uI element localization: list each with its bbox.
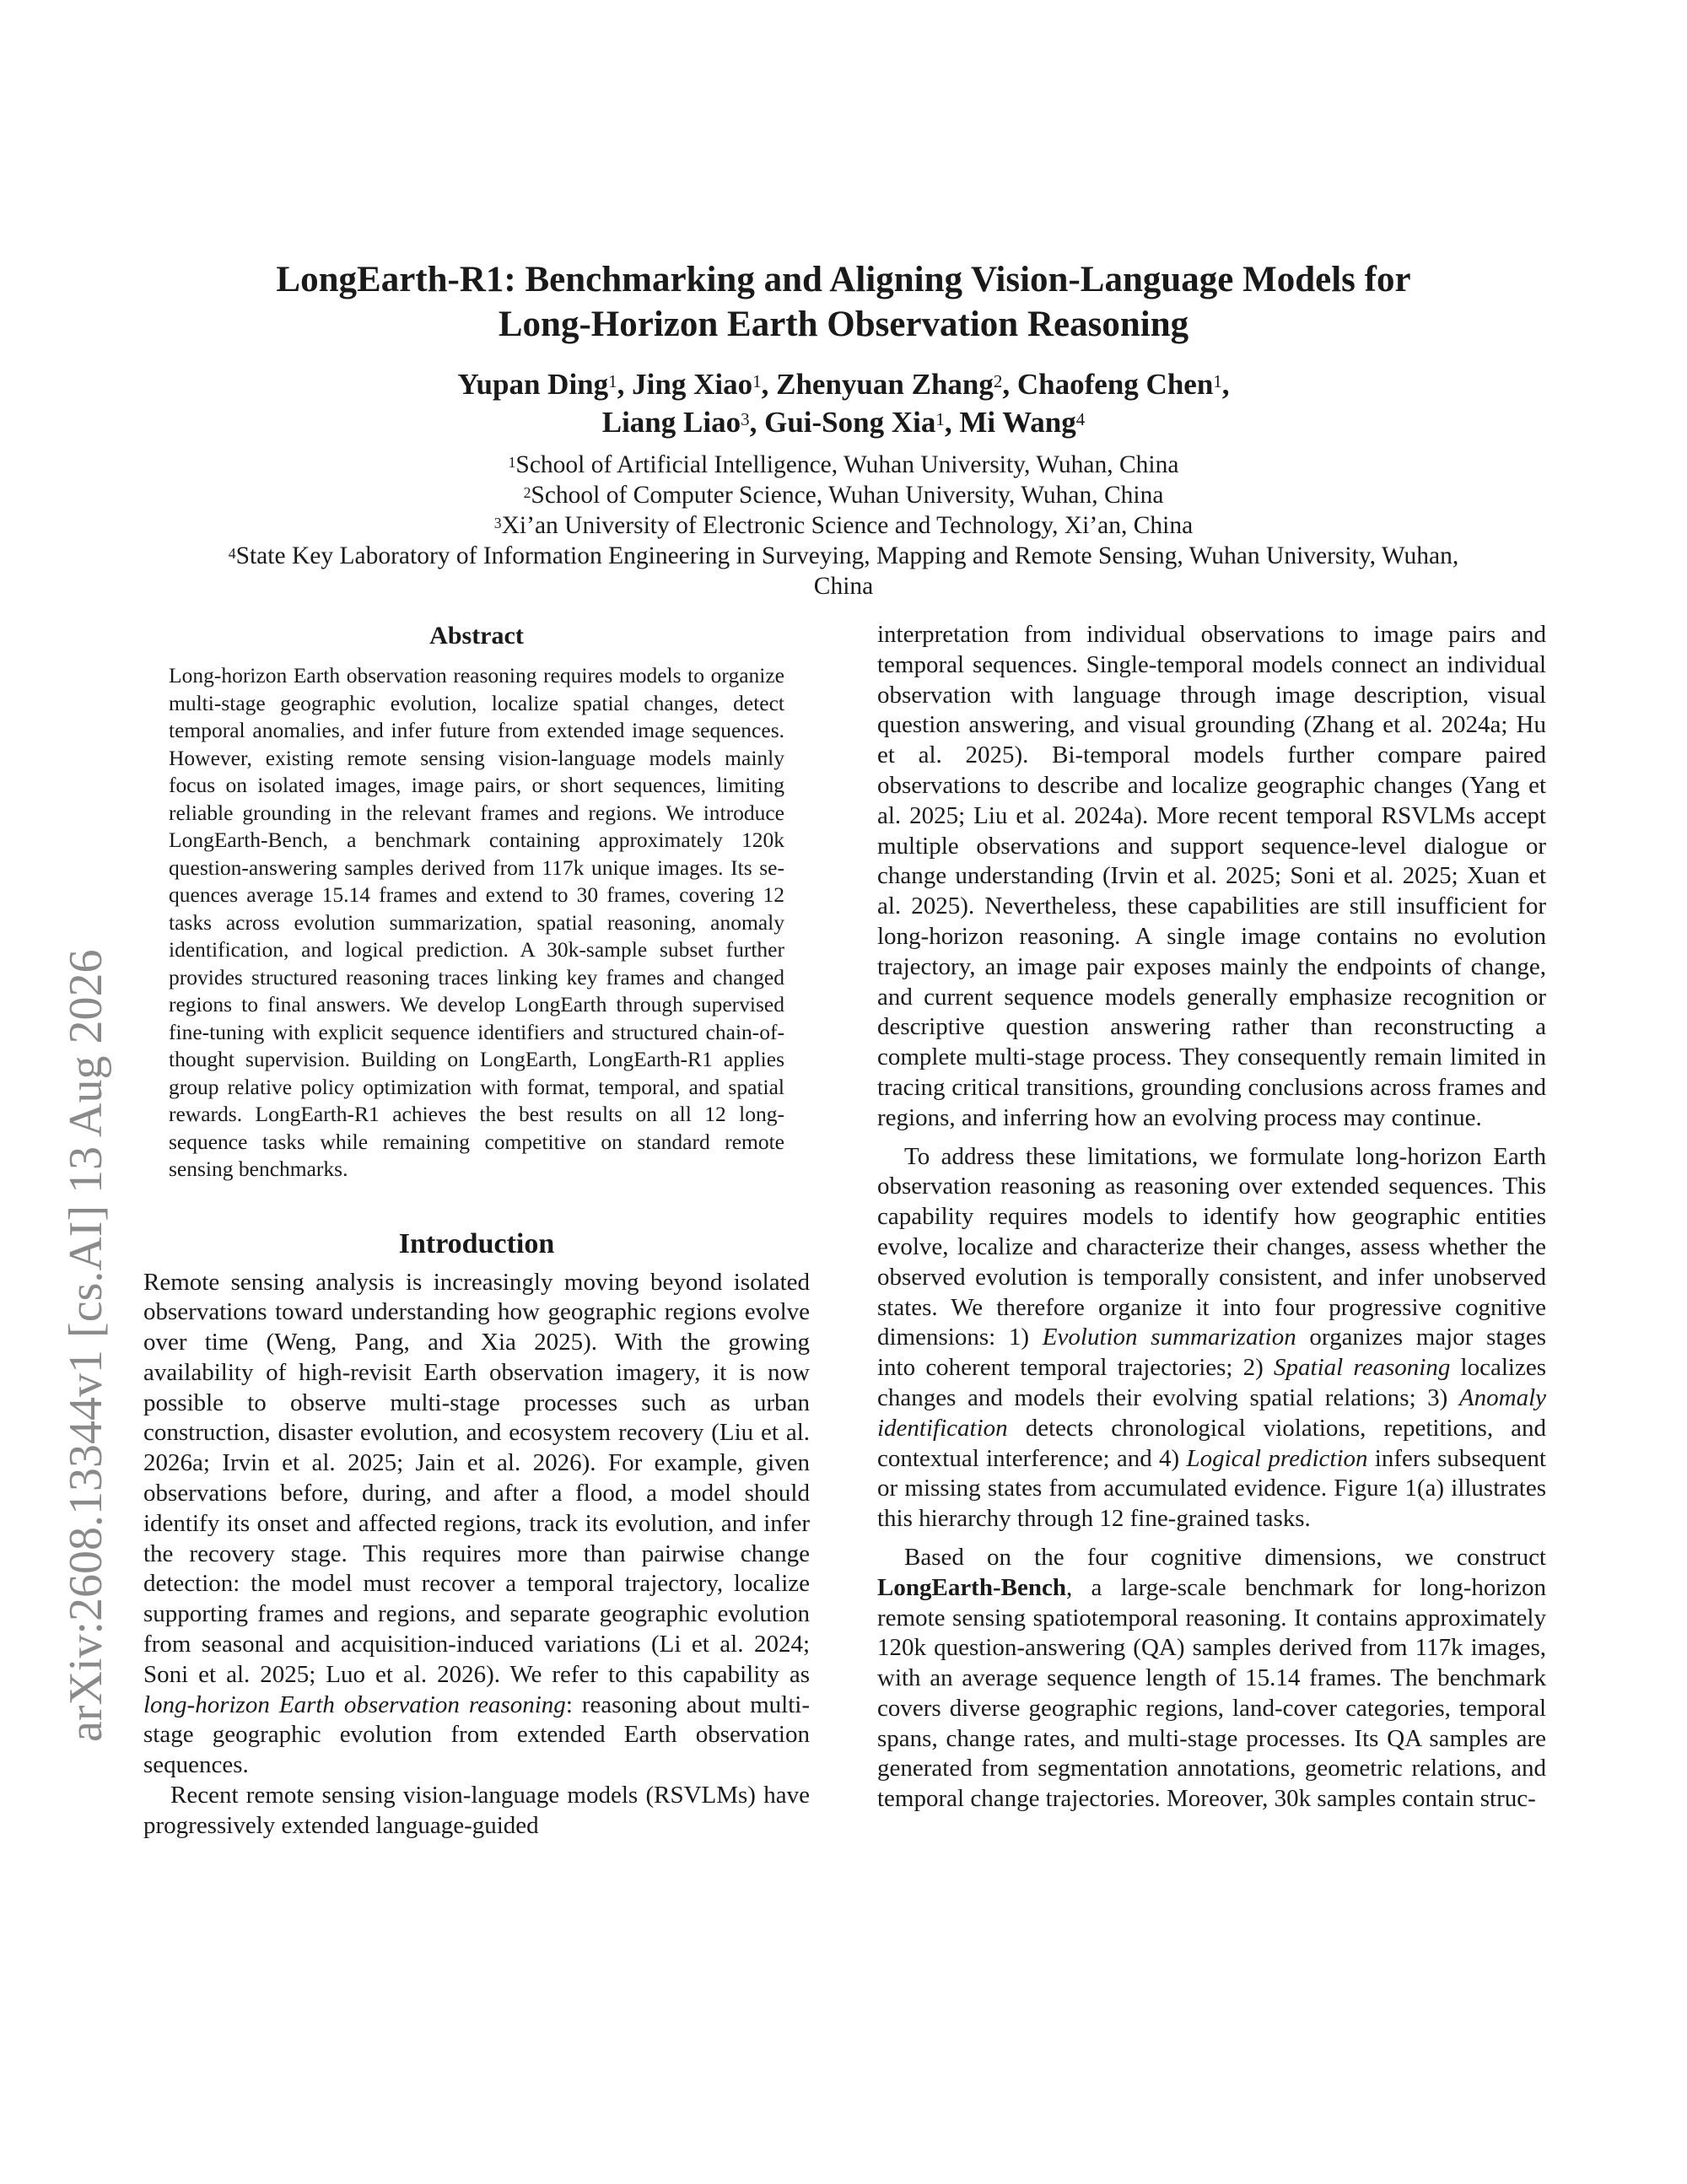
introduction-heading: Introduction bbox=[398, 1227, 555, 1259]
author-separator: , bbox=[1002, 368, 1017, 401]
intro-emphasis: long-horizon Earth observation reasoning bbox=[143, 1691, 566, 1718]
author-affiliation-mark: 1 bbox=[935, 409, 945, 429]
affiliation-text: School of Computer Science, Wuhan University, Wuhan, China bbox=[531, 482, 1164, 509]
intro-text: , a large-scale benchmark for long-horizon remote sensing spatiotemporal reasoning. It contains approximately 120k question-answering (QA) samples derived from 117k images, with an average sequence length of 15.14 frames. The benchmark covers diverse geographic regions, land-cover categories, temporal spans, change rates, and multi-stage processes. Its QA samples are generated from segmentation annotations, geometric relations, and temporal change trajectories. Moreover, 30k samples contain struc- bbox=[877, 1573, 1546, 1813]
affiliation-number: 1 bbox=[508, 454, 516, 471]
intro-text: localizes changes and models their evolving spatial relations; 3) bbox=[877, 1354, 1546, 1411]
intro-paragraph-2-start: Recent remote sensing vision-language models (RSVLMs) have progressively extended language-guided bbox=[143, 1782, 810, 1839]
author-separator: , bbox=[1221, 368, 1230, 401]
author-name: Zhenyuan Zhang bbox=[776, 368, 994, 401]
left-column bbox=[143, 620, 810, 1842]
affiliation-text: China bbox=[813, 573, 874, 600]
author-line-1 bbox=[143, 365, 1544, 403]
affiliation-text: State Key Laboratory of Information Engineering in Surveying, Mapping and Remote Sensing, Wuhan University, Wuhan, bbox=[235, 542, 1459, 569]
intro-text: detects chronological violations, repetitions, and contextual interference; and 4) bbox=[877, 1414, 1546, 1472]
right-column bbox=[877, 620, 1546, 1815]
author-name: Chaofeng Chen bbox=[1016, 368, 1214, 401]
author-name: Gui-Song Xia bbox=[764, 406, 936, 439]
intro-text: To address these limitations, we formulate long-horizon Earth observation reasoning as reasoning over extended sequences. This capability requires models to identify how geographic entities evolve, localize and characterize their changes, assess whether the observed evolution is temporally consistent, and infer unobserved states. We therefore organize it into four progressive cognitive dimensions: 1) bbox=[877, 1142, 1546, 1351]
affiliation-list bbox=[143, 450, 1544, 601]
affiliation bbox=[143, 571, 1544, 601]
author-affiliation-mark: 1 bbox=[752, 371, 762, 391]
arxiv-identifier-stamp: arXiv:2608.13344v1 [cs.AI] 13 Aug 2026 bbox=[60, 949, 112, 1742]
author-name: Jing Xiao bbox=[632, 368, 753, 401]
intro-text: infers subsequent or missing states from accumulated evidence. Figure 1(a) illustrates this hierarchy through 12 fine-grained tasks. bbox=[877, 1444, 1546, 1533]
author-separator: , bbox=[944, 406, 960, 439]
intro-paragraph-1 bbox=[143, 1268, 810, 1782]
author-name: Yupan Ding bbox=[457, 368, 609, 401]
author-list bbox=[143, 365, 1544, 441]
author-separator: , bbox=[761, 368, 777, 401]
author-separator: , bbox=[617, 368, 633, 401]
author-line-2 bbox=[143, 403, 1544, 441]
author-name: Mi Wang bbox=[959, 406, 1076, 439]
author-separator: , bbox=[749, 406, 765, 439]
benchmark-name: LongEarth-Bench bbox=[877, 1573, 1066, 1601]
author-affiliation-mark: 3 bbox=[741, 409, 750, 429]
affiliation-number: 2 bbox=[523, 484, 531, 501]
intro-text: organizes major stages into coherent temporal trajectories; 2) bbox=[877, 1324, 1546, 1382]
intro-emphasis: Logical prediction bbox=[1186, 1444, 1368, 1472]
author-affiliation-mark: 4 bbox=[1075, 409, 1086, 429]
intro-text: Based on the four cognitive dimensions, we construct bbox=[904, 1543, 1546, 1571]
title-line-1: LongEarth-R1: Benchmarking and Aligning Vision-Language Models for bbox=[276, 260, 1411, 299]
author-affiliation-mark: 2 bbox=[993, 371, 1003, 391]
affiliation-text: Xi’an University of Electronic Science and Technology, Xi’an, China bbox=[501, 512, 1194, 539]
affiliation bbox=[143, 510, 1544, 541]
title-line-2: Long-Horizon Earth Observation Reasoning bbox=[498, 305, 1189, 344]
intro-paragraph-3 bbox=[877, 1142, 1546, 1534]
abstract-text: Long-horizon Earth observation reasoning requires models to organize multi-stage geographic evolution, localize spatial changes, detect temporal anomalies, and infer future from extended image sequences. However, existing remote sensing vision-language models mainly focus on isolated images, image pairs, or short sequences, limiting reliable grounding in the relevant frames and regions. We introduce LongEarth-Bench, a benchmark containing approximately 120k question-answering samples derived from 117k unique images. Its sequences average 15.14 frames and extend to 30 frames, covering 12 tasks across evolution summarization, spatial reasoning, anomaly identification, and logical prediction. A 30k-sample subset further provides structured reasoning traces linking key frames and changed regions to final answers. We develop LongEarth through supervised fine-tuning with explicit sequence identifiers and structured chain-of-thought supervision. Building on LongEarth, LongEarth-R1 applies group relative policy optimization with format, temporal, and spatial rewards. LongEarth-R1 achieves the best results on all 12 long-sequence tasks while remaining competitive on standard remote sensing benchmarks. bbox=[169, 663, 784, 1181]
affiliation-text: School of Artificial Intelligence, Wuhan University, Wuhan, China bbox=[515, 451, 1179, 478]
affiliation-number: 3 bbox=[493, 515, 502, 531]
intro-text: Remote sensing analysis is increasingly moving beyond isolated observations toward understanding how geographic regions evolve over time (Weng, Pang, and Xia 2025). With the growing availability of high-revisit Earth observation imagery, it is now possible to observe multi-stage processes such as urban construction, disaster evolution, and ecosystem recovery (Liu et al. 2026a; Irvin et al. 2025; Jain et al. 2026). For example, given observations before, during, and after a flood, a model should identify its onset and affected regions, track its evolution, and infer the recovery stage. This requires more than pairwise change detection: the model must recover a temporal trajectory, localize supporting frames and regions, and separate geographic evolution from seasonal and acquisition-induced variations (Li et al. 2024; Soni et al. 2025; Luo et al. 2026). We refer to this capability as bbox=[143, 1268, 810, 1688]
affiliation bbox=[143, 450, 1544, 480]
intro-text: : reasoning about multi-stage geographic evolution from extended Earth observation sequences. bbox=[143, 1691, 810, 1779]
affiliation bbox=[143, 541, 1544, 571]
intro-emphasis: Evolution summarization bbox=[1042, 1324, 1296, 1351]
intro-paragraph-4 bbox=[877, 1543, 1546, 1815]
paper-title bbox=[143, 257, 1544, 347]
intro-paragraph-2-continued: interpretation from individual observations to image pairs and temporal sequences. Single-temporal models connect an individual observation with language through image description, visual question answering, and visual grounding (Zhang et al. 2024a; Hu et al. 2025). Bi-temporal models further compare paired observations to describe and localize geographic changes (Yang et al. 2025; Liu et al. 2024a). More recent temporal RSVLMs accept multiple observations and support sequence-level dialogue or change understanding (Irvin et al. 2025; Soni et al. 2025; Xuan et al. 2025). Nevertheless, these capabilities are still insufficient for long-horizon reasoning. A single image contains no evolution trajectory, an image pair exposes mainly the endpoints of change, and current sequence models generally emphasize recognition or descriptive question answering rather than reconstructing a complete multi-stage process. They consequently remain limited in tracing critical transitions, grounding conclusions across frames and regions, and inferring how an evolving process may continue. bbox=[877, 621, 1546, 1131]
author-affiliation-mark: 1 bbox=[1213, 371, 1222, 391]
intro-emphasis: Spatial reasoning bbox=[1274, 1354, 1451, 1382]
abstract-heading: Abstract bbox=[429, 622, 524, 650]
author-affiliation-mark: 1 bbox=[608, 371, 617, 391]
author-name: Liang Liao bbox=[601, 406, 741, 439]
intro-emphasis: Anomaly identification bbox=[877, 1383, 1546, 1442]
affiliation bbox=[143, 480, 1544, 510]
affiliation-number: 4 bbox=[228, 545, 236, 562]
